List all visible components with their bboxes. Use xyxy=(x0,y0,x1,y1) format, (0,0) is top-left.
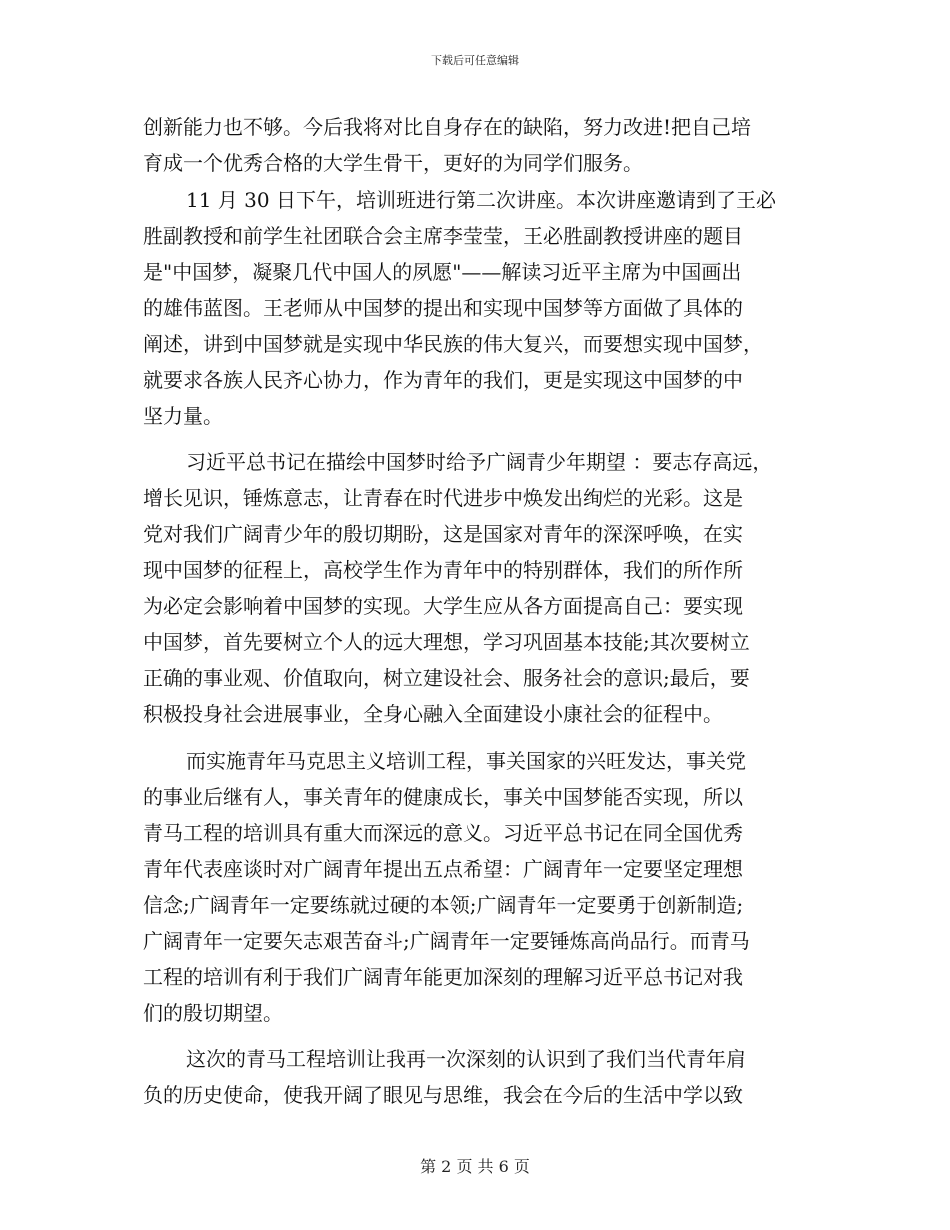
body-text-line: 胜副教授和前学生社团联合会主席李莹莹，王必胜副教授讲座的题目 xyxy=(143,224,743,248)
body-text-line: 中国梦，首先要树立个人的远大理想，学习巩固基本技能;其次要树立 xyxy=(143,630,750,654)
body-text-line: 11 月 30 日下午，培训班进行第二次讲座。本次讲座邀请到了王必 xyxy=(186,188,776,212)
body-text-line: 信念;广阔青年一定要练就过硬的本领;广阔青年一定要勇于创新制造; xyxy=(143,893,744,917)
body-text-line: 增长见识，锤炼意志，让青春在时代进步中焕发出绚烂的光彩。这是 xyxy=(143,486,743,510)
page-number-footer: 第 2 页 共 6 页 xyxy=(420,1157,530,1176)
body-text-line: 而实施青年马克思主义培训工程，事关国家的兴旺发达，事关党 xyxy=(186,749,746,773)
body-text-line: 就要求各族人民齐心协力，作为青年的我们，更是实现这中国梦的中 xyxy=(143,368,743,392)
body-text-line: 坚力量。 xyxy=(143,404,223,428)
body-text-line: 习近平总书记在描绘中国梦时给予广阔青少年期望 ：要志存高远， xyxy=(186,450,773,474)
body-text-line: 现中国梦的征程上，高校学生作为青年中的特别群体，我们的所作所 xyxy=(143,558,743,582)
body-text-line: 的事业后继有人，事关青年的健康成长，事关中国梦能否实现，所以 xyxy=(143,785,743,809)
body-text-line: 这次的青马工程培训让我再一次深刻的认识到了我们当代青年肩 xyxy=(186,1047,746,1071)
body-text-line: 正确的事业观、价值取向，树立建设社会、服务社会的意识;最后，要 xyxy=(143,666,750,690)
body-text-line: 是"中国梦，凝聚几代中国人的夙愿"——解读习近平主席为中国画出 xyxy=(143,260,742,284)
body-text-line: 广阔青年一定要矢志艰苦奋斗;广阔青年一定要锤炼高尚品行。而青马 xyxy=(143,929,750,953)
body-text-line: 创新能力也不够。今后我将对比自身存在的缺陷，努力改进!把自己培 xyxy=(143,115,752,139)
page-header: 下载后可任意编辑 xyxy=(431,54,519,67)
body-text-line: 阐述，讲到中国梦就是实现中华民族的伟大复兴，而要想实现中国梦， xyxy=(143,332,763,356)
body-text-line: 青马工程的培训具有重大而深远的意义。习近平总书记在同全国优秀 xyxy=(143,821,743,845)
body-text-line: 党对我们广阔青少年的殷切期盼，这是国家对青年的深深呼唤，在实 xyxy=(143,522,743,546)
body-text-line: 育成一个优秀合格的大学生骨干，更好的为同学们服务。 xyxy=(143,151,643,175)
body-text-line: 负的历史使命，使我开阔了眼见与思维，我会在今后的生活中学以致 xyxy=(143,1083,743,1107)
body-text-line: 为必定会影响着中国梦的实现。大学生应从各方面提高自己：要实现 xyxy=(143,594,743,618)
body-text-line: 工程的培训有利于我们广阔青年能更加深刻的理解习近平总书记对我 xyxy=(143,965,743,989)
body-text-line: 积极投身社会进展事业，全身心融入全面建设小康社会的征程中。 xyxy=(143,702,723,726)
body-text-line: 青年代表座谈时对广阔青年提出五点希望：广阔青年一定要坚定理想 xyxy=(143,857,743,881)
body-text-line: 的雄伟蓝图。王老师从中国梦的提出和实现中国梦等方面做了具体的 xyxy=(143,296,743,320)
body-text-line: 们的殷切期望。 xyxy=(143,1001,283,1025)
